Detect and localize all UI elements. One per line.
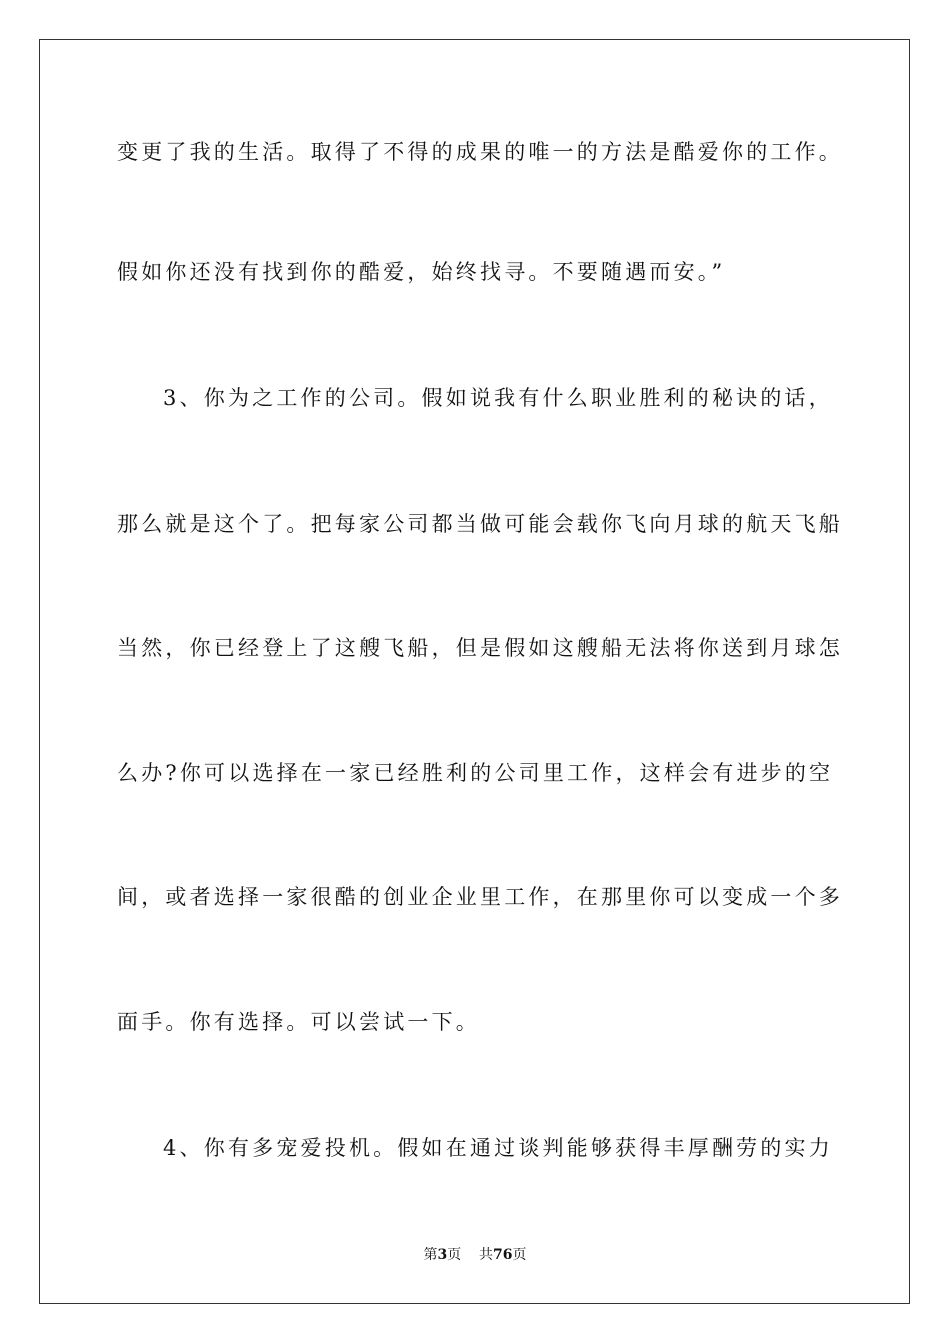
body-text-line-9: 4、你有多宠爱投机。假如在通过谈判能够获得丰厚酬劳的实力 [163,1136,833,1160]
page-footer [0,1245,950,1265]
body-text-line-4: 那么就是这个了。把每家公司都当做可能会载你飞向月球的航天飞船 [117,512,843,536]
page-total-suffix: 页 [512,1247,527,1263]
page-number-suffix: 页 [447,1247,462,1263]
body-text-line-5: 当然，你已经登上了这艘飞船，但是假如这艘船无法将你送到月球怎 [117,636,843,660]
body-text-line-7: 间，或者选择一家很酷的创业企业里工作，在那里你可以变成一个多 [117,885,843,909]
page-number-current: 3 [437,1247,448,1263]
body-text-line-8: 面手。你有选择。可以尝试一下。 [117,1010,480,1034]
page-total-prefix: 共 [479,1247,494,1263]
page-number-prefix: 第 [423,1247,438,1263]
body-text-line-2: 假如你还没有找到你的酷爱，始终找寻。不要随遇而安。” [117,260,726,284]
body-text-line-3: 3、你为之工作的公司。假如说我有什么职业胜利的秘诀的话， [163,386,833,410]
body-text-line-6: 么办?你可以选择在一家已经胜利的公司里工作，这样会有进步的空 [117,761,834,785]
page-number-total: 76 [493,1247,513,1263]
page-border [39,39,910,1304]
body-text-line-1: 变更了我的生活。取得了不得的成果的唯一的方法是酷爱你的工作。 [117,140,843,164]
